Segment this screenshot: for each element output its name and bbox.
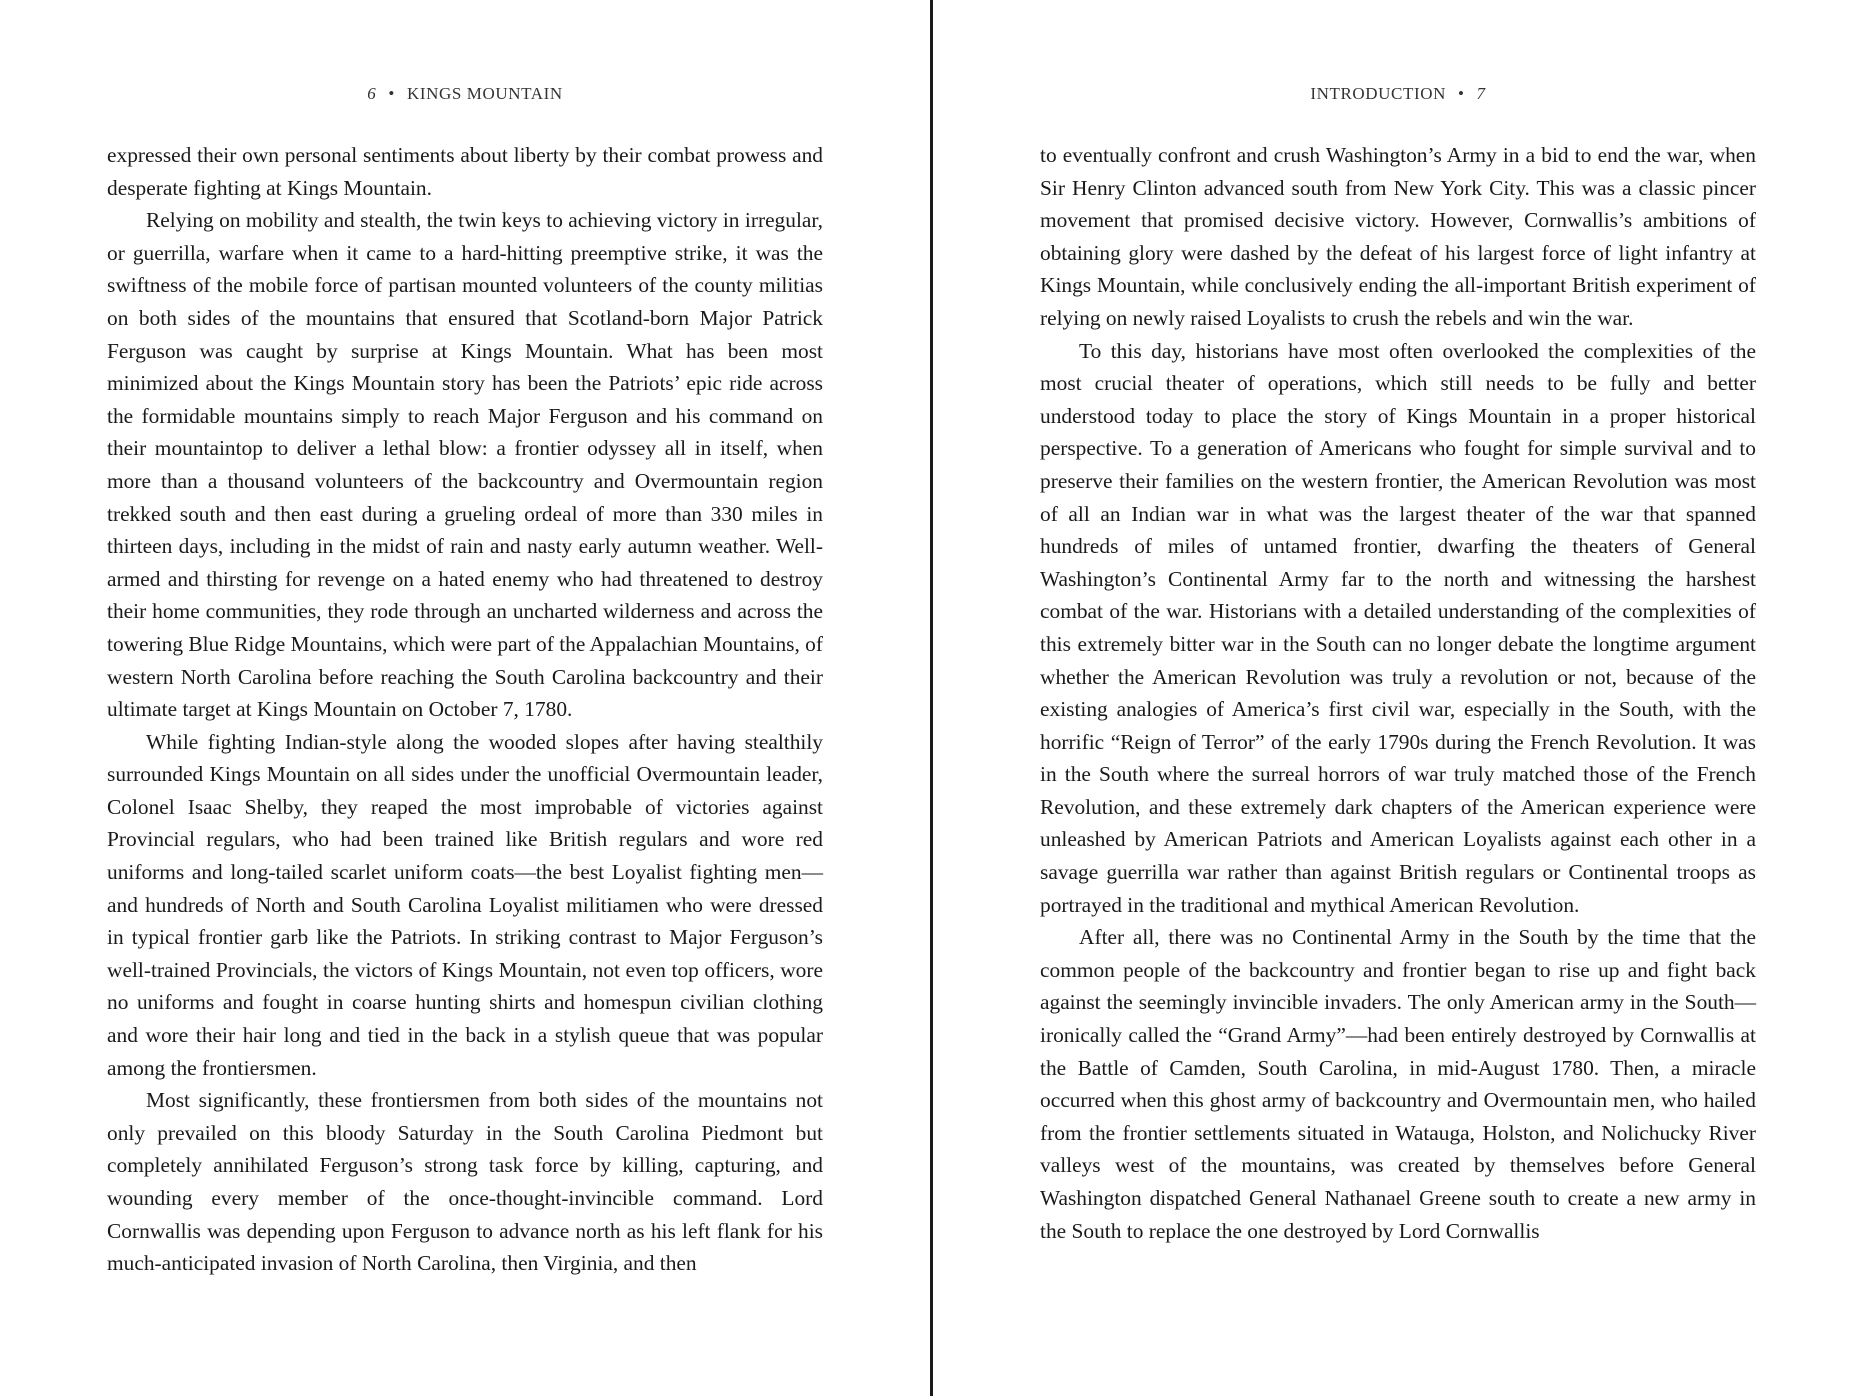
- bullet-separator: •: [1457, 84, 1465, 103]
- right-running-head: [1040, 84, 1756, 104]
- paragraph: to eventually confront and crush Washington’s Army in a bid to end the war, when Sir Henry Clinton advanced south from New York City. This was a classic pincer movement that promised decisive victory. However, Cornwallis’s ambitions of obtaining glory were dashed by the defeat of his largest force of light infantry at Kings Mountain, while conclusively ending the all-important British experiment of relying on newly raised Loyalists to crush the rebels and win the war.: [1040, 143, 1756, 330]
- paragraph: To this day, historians have most often overlooked the complexities of the most crucial theater of operations, which still needs to be fully and better understood today to place the story of Kings Mountain in a proper historical perspective. To a generation of Americans who fought for simple survival and to preserve their families on the western frontier, the American Revolution was most of all an Indian war in what was the largest theater of the war that spanned hundreds of miles of untamed frontier, dwarfing the theaters of General Washington’s Continental Army far to the north and witnessing the harshest combat of the war. Historians with a detailed understanding of the complexities of this extremely bitter war in the South can no longer debate the longtime argument whether the American Revolution was truly a revolution or not, because of the existing analogies of America’s first civil war, especially in the South, with the horrific “Reign of Terror” of the early 1790s during the French Revolution. It was in the South where the surreal horrors of war truly matched those of the French Revolution, and these extremely dark chapters of the American experience were unleashed by American Patriots and American Loyalists against each other in a savage guerrilla war rather than against British regulars or Continental troops as portrayed in the traditional and mythical American Revolution.: [1040, 338, 1756, 917]
- paragraph: While fighting Indian-style along the wooded slopes after having stealthily surrounded Kings Mountain on all sides under the unofficial Overmountain leader, Colonel Isaac Shelby, they reaped the most improbable of victories against Provincial regulars, who had been trained like British regulars and wore red uniforms and long-tailed scarlet uniform coats—the best Loyalist fighting men—and hundreds of North and South Carolina Loyalist militiamen who were dressed in typical frontier garb like the Patriots. In striking contrast to Major Ferguson’s well-trained Provincials, the victors of Kings Mountain, not even top officers, wore no uniforms and fought in coarse hunting shirts and homespun civilian clothing and wore their hair long and tied in the back in a stylish queue that was popular among the frontiersmen.: [107, 729, 823, 1080]
- paragraph: Most significantly, these frontiersmen from both sides of the mountains not only prevailed on this bloody Saturday in the South Carolina Piedmont but completely annihilated Ferguson’s strong task force by killing, capturing, and wounding every member of the once-thought-invincible command. Lord Cornwallis was depending upon Ferguson to advance north as his left flank for his much-anticipated invasion of North Carolina, then Virginia, and then: [107, 1088, 823, 1276]
- right-page-number: 7: [1476, 84, 1486, 103]
- bullet-separator: •: [388, 84, 395, 103]
- left-running-head-title: KINGS MOUNTAIN: [406, 84, 563, 103]
- page-gutter-divider: [930, 0, 933, 1396]
- left-page: [107, 0, 823, 1396]
- left-page-number: 6: [367, 84, 377, 103]
- left-running-head: [107, 84, 823, 104]
- left-body-text: [107, 139, 823, 1280]
- right-body-text: [1040, 139, 1756, 1247]
- right-page: [1040, 0, 1756, 1396]
- right-running-head-title: INTRODUCTION: [1310, 84, 1446, 103]
- paragraph: expressed their own personal sentiments about liberty by their combat prowess and desperate fighting at Kings Mountain.: [107, 143, 823, 200]
- paragraph: Relying on mobility and stealth, the twin keys to achieving victory in irregular, or guerrilla, warfare when it came to a hard-hitting preemptive strike, it was the swiftness of the mobile force of partisan mounted volunteers of the county militias on both sides of the mountains that ensured that Scotland-born Major Patrick Ferguson was caught by surprise at Kings Mountain. What has been most minimized about the Kings Mountain story has been the Patriots’ epic ride across the formidable mountains simply to reach Major Ferguson and his command on their mountaintop to deliver a lethal blow: a frontier odyssey all in itself, when more than a thousand volunteers of the backcountry and Overmountain region trekked south and then east during a grueling ordeal of more than 330 miles in thirteen days, including in the midst of rain and nasty early autumn weather. Well-armed and thirsting for revenge on a hated enemy who had threatened to destroy their home communities, they rode through an uncharted wilderness and across the towering Blue Ridge Mountains, which were part of the Appalachian Mountains, of western North Carolina before reaching the South Carolina backcountry and their ultimate target at Kings Mountain on October 7, 1780.: [107, 208, 823, 722]
- paragraph: After all, there was no Continental Army in the South by the time that the common people of the backcountry and frontier began to rise up and fight back against the seemingly invincible invaders. The only American army in the South—ironically called the “Grand Army”—had been entirely destroyed by Cornwallis at the Battle of Camden, South Carolina, in mid-August 1780. Then, a miracle occurred when this ghost army of backcountry and Overmountain men, who hailed from the frontier settlements situated in Watauga, Holston, and Nolichucky River valleys west of the mountains, was created by themselves before General Washington dispatched General Nathanael Greene south to create a new army in the South to replace the one destroyed by Lord Cornwallis: [1040, 925, 1756, 1243]
